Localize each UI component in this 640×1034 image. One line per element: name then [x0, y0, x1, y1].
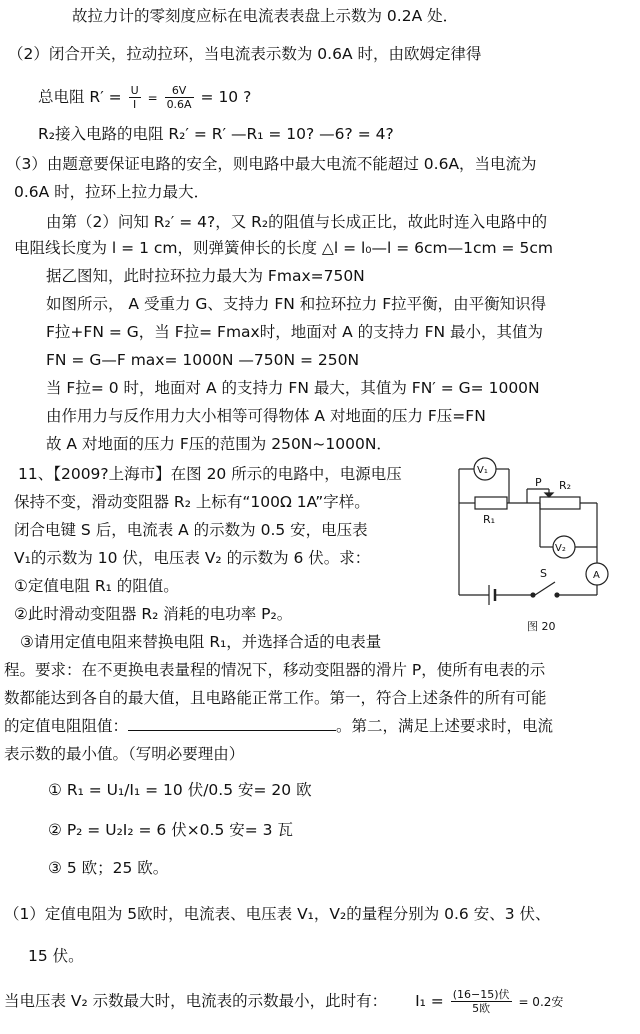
question-line: 表示数的最小值。（写明必要理由） — [4, 745, 245, 763]
question-line: ①定值电阻 R₁ 的阻值。 — [14, 577, 179, 595]
r2-label: R₂ — [559, 479, 572, 492]
switch-icon — [535, 582, 555, 595]
text-line: 据乙图知，此时拉环拉力最大为 Fmax=750N — [46, 267, 365, 285]
answer-line: ③ 5 欧；25 欧。 — [48, 859, 169, 877]
text-line: 0.6A 时，拉环上拉力最大． — [14, 183, 210, 201]
text-line: 当 F拉= 0 时，地面对 A 的支持力 FN 最大，其值为 FN′ = G= 1000N — [46, 379, 540, 397]
text-line: （3）由题意要保证电路的安全，则电路中最大电流不能超过 0.6A，当电流为 — [6, 155, 537, 173]
text-line: 由作用力与反作用力大小相等可得物体 A 对地面的压力 F压=FN — [46, 407, 486, 425]
text-line: R₂接入电路的电阻 R₂′ = R′ —R₁ = 10? —6? = 4? — [38, 125, 394, 143]
text-line: 故 A 对地面的压力 F压的范围为 250N~1000N． — [46, 435, 392, 453]
question-line: 闭合电键 S 后，电流表 A 的示数为 0.5 安，电压表 — [14, 521, 368, 539]
text-line: 由第（2）问知 R₂′ = 4?，又 R₂的阻值与长成正比，故此时连入电路中的 — [46, 213, 548, 231]
question-line: 保持不变，滑动变阻器 R₂ 上标有“100Ω 1A”字样。 — [14, 493, 370, 511]
text-line: 电阻线长度为 l = 1 cm，则弹簧伸长的长度 △l = l₀—l = 6cm—1cm = 5cm — [14, 239, 553, 257]
text-line: FN = G—F max= 1000N —750N = 250N — [46, 351, 360, 369]
text-line: 故拉力计的零刻度应标在电流表表盘上示数为 0.2A 处． — [72, 7, 459, 25]
text-line: F拉+FN = G，当 F拉= Fmax时，地面对 A 的支持力 FN 最小，其值为 — [46, 323, 544, 341]
answer-line: 当电压表 V₂ 示数最大时，电流表的示数最小，此时有： I₁ = $\frac{\text{(16−15)伏}}{\text{5欧}}$ = 0.2安 — [4, 988, 564, 1015]
question-line: V₁的示数为 10 伏，电压表 V₂ 的示数为 6 伏。求： — [14, 549, 371, 567]
question-line: 数都能达到各自的最大值，且电路能正常工作。第一，符合上述条件的所有可能 — [4, 689, 547, 707]
fraction: $\frac{6V}{0.6A}$ — [166, 84, 192, 111]
answer-line: ② P₂ = U₂I₂ = 6 伏×0.5 安= 3 瓦 — [48, 821, 293, 839]
figure-caption: 图 20 — [527, 620, 556, 633]
fraction: $\frac{U}{I}$ — [130, 84, 139, 111]
question-line: ③请用定值电阻来替换电阻 R₁，并选择合适的电表量 — [20, 633, 382, 651]
text-line: （2）闭合开关，拉动拉环，当电流表示数为 0.6A 时，由欧姆定律得 — [8, 45, 482, 63]
switch-label: S — [540, 567, 547, 580]
r1-label: R₁ — [483, 513, 496, 526]
answer-blank — [128, 716, 336, 731]
formula-total-resistance: 总电阻 R′ = $\frac{U}{I}$ = $\frac{6V}{0.6A}$ = 10 ? — [38, 84, 252, 111]
question-line: 11、【2009?上海市】在图 20 所示的电路中，电源电压 — [18, 465, 402, 483]
text-line: 如图所示， A 受重力 G、支持力 FN 和拉环拉力 F拉平衡，由平衡知识得 — [46, 295, 547, 313]
circuit-diagram — [445, 455, 620, 640]
v2-label: V₂ — [555, 543, 566, 554]
answer-line: 15 伏。 — [28, 947, 84, 965]
v1-label: V₁ — [477, 465, 488, 476]
answer-line: ① R₁ = U₁/I₁ = 10 伏/0.5 安= 20 欧 — [48, 781, 312, 799]
answer-line: （1）定值电阻为 5欧时，电流表、电压表 V₁，V₂的量程分别为 0.6 安、3 伏、 — [4, 905, 551, 923]
question-line: 程。要求：在不更换电表量程的情况下，移动变阻器的滑片 P，使所有电表的示 — [4, 661, 546, 679]
slider-label: P — [535, 476, 542, 489]
fraction: $\frac{\text{(16−15)伏}}{\text{5欧}}$ — [452, 988, 510, 1015]
resistor-r2-icon — [540, 497, 580, 509]
question-line: ②此时滑动变阻器 R₂ 消耗的电功率 P₂。 — [14, 605, 293, 623]
resistor-r1-icon — [475, 497, 507, 509]
ammeter-label: A — [593, 570, 600, 581]
question-line: 的定值电阻阻值： 。第二，满足上述要求时，电流 — [4, 717, 554, 735]
